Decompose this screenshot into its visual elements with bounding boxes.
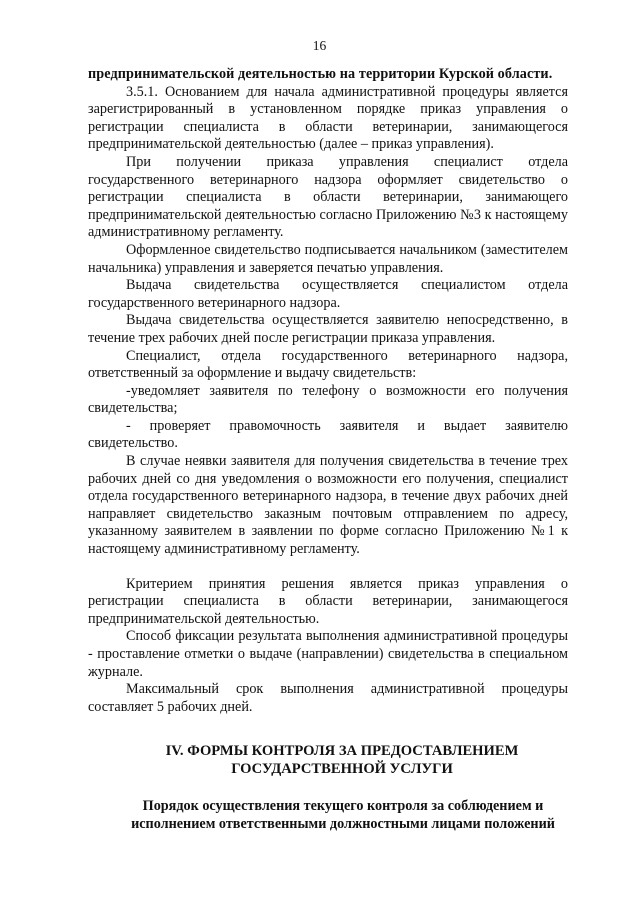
section-heading-line-2: ГОСУДАРСТВЕННОЙ УСЛУГИ <box>231 761 453 778</box>
paragraph-continuation: предпринимательской деятельностью на территории Курской области. <box>88 66 553 82</box>
paragraph-specialist-duties: Специалист, отдела государственного ветеринарного надзора, ответственный за оформление и выдачу свидетельств: <box>88 347 568 382</box>
subsection-heading: Порядок осуществления текущего контроля за соблюдением и исполнением ответственными должностными лицами положений <box>131 798 555 832</box>
paragraph-certificate-delivery: Выдача свидетельства осуществляется специалистом отдела государственного ветеринарного надзора. <box>88 277 568 311</box>
paragraph-decision-criterion: Критерием принятия решения является приказ управления о регистрации специалиста в области ветеринарии, занимающегося предпринимательской деятельностью. <box>88 575 568 627</box>
list-item-verify: - проверяет правомочность заявителя и выдает заявителю свидетельство. <box>88 417 568 452</box>
paragraph-3-5-1: 3.5.1. Основанием для начала административной процедуры является зарегистрированный в установленном порядке приказ управления о регистрации специалиста в области ветеринарии, занимающегося предпринимательской деятельностью (далее – приказ управления). <box>88 83 568 153</box>
paragraph-max-term: Максимальный срок выполнения административной процедуры составляет 5 рабочих дней. <box>88 681 568 715</box>
spacer <box>88 559 568 576</box>
paragraph-certificate-issue: При получении приказа управления специалист отдела государственного ветеринарного надзора оформляет свидетельство о регистрации специалиста в области ветеринарии, занимающего предпринимательской деятельностью согласно Приложению №3 к настоящему административному регламенту. <box>88 153 568 241</box>
paragraph-result-fixation: Способ фиксации результата выполнения административной процедуры - проставление отметки о выдаче (направлении) свидетельства в специальном журнале. <box>88 628 568 680</box>
section-heading <box>88 742 568 778</box>
section-heading-line-1: IV. ФОРМЫ КОНТРОЛЯ ЗА ПРЕДОСТАВЛЕНИЕМ <box>165 743 519 760</box>
paragraph-delivery-term: Выдача свидетельства осуществляется заявителю непосредственно, в течение трех рабочих дней после регистрации приказа управления. <box>88 312 568 346</box>
paragraph-no-show: В случае неявки заявителя для получения свидетельства в течение трех рабочих дней со дня уведомления о возможности его получения, специалист отдела государственного ветеринарного надзора, в течение двух рабочих дней направляет свидетельство заказным почтовым отправлением по адресу, указанному заявителем в заявлении по форме согласно Приложению №1 к настоящему административному регламенту. <box>88 453 568 558</box>
list-item-notify: -уведомляет заявителя по телефону о возможности его получения свидетельства; <box>88 382 568 417</box>
page-number: 16 <box>312 38 327 53</box>
paragraph-certificate-signing: Оформленное свидетельство подписывается начальником (заместителем начальника) управления и заверяется печатью управления. <box>88 241 568 276</box>
document-body <box>88 66 568 834</box>
